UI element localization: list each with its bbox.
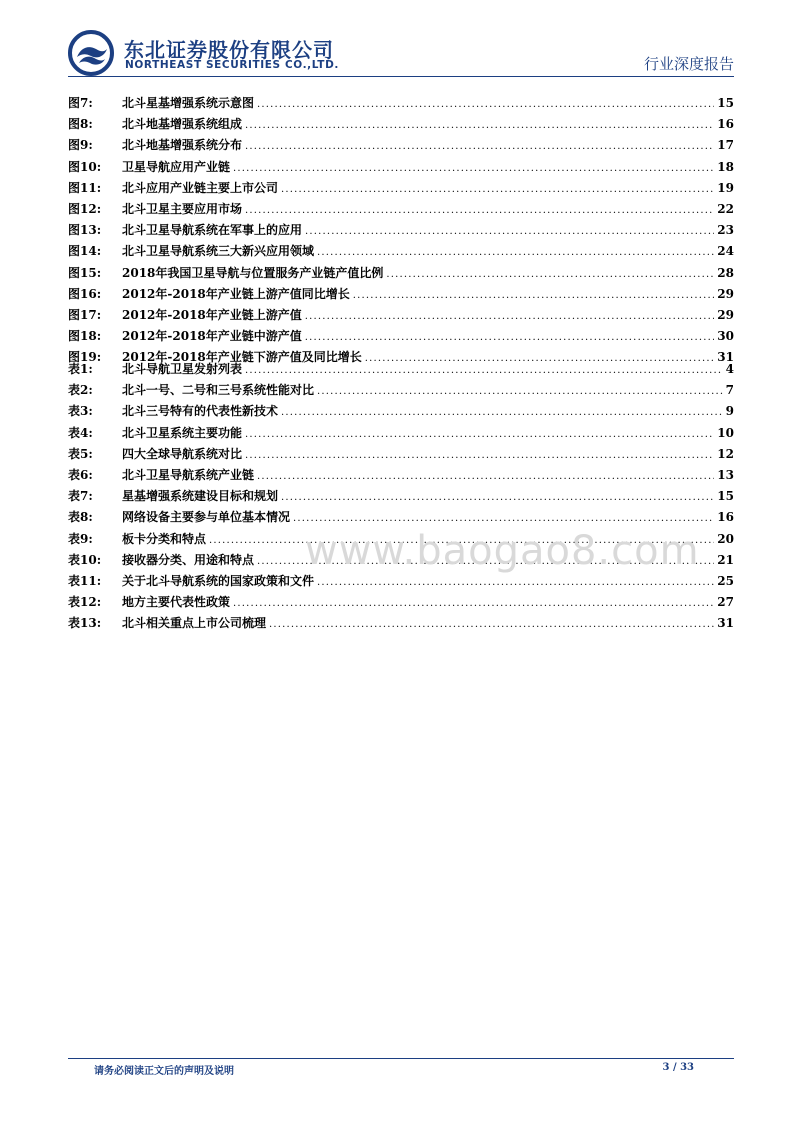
toc-entry-number: 14: (80, 244, 102, 259)
toc-entry-page: 29 (717, 307, 734, 322)
toc-entry-prefix: 图 (68, 286, 81, 301)
toc-table-entry[interactable] (68, 614, 734, 635)
toc-entry-title: 四大全球导航系统对比 (122, 446, 243, 461)
toc-figure-entry[interactable] (68, 94, 734, 115)
toc-table-entry[interactable] (68, 572, 734, 593)
toc-entry-page: 20 (717, 531, 734, 546)
toc-leader-dots (245, 205, 714, 216)
toc-table-entry[interactable] (68, 466, 734, 487)
toc-entry-prefix: 图 (68, 223, 81, 238)
toc-entry-prefix: 图 (68, 350, 81, 365)
toc-entry-title: 北斗地基增强系统分布 (122, 138, 243, 153)
toc-entry-number: 11: (80, 180, 102, 195)
toc-entry-prefix: 表 (68, 404, 81, 419)
toc-entry-prefix: 表 (68, 531, 81, 546)
toc-entry-number: 17: (80, 307, 102, 322)
toc-table-entry[interactable] (68, 424, 734, 445)
toc-entry-number: 15: (80, 265, 102, 280)
company-name-cn: 东北证券股份有限公司 (124, 38, 334, 62)
toc-entry-number: 11: (80, 573, 102, 588)
toc-entry-title: 2012年-2018年产业链上游产值同比增长 (122, 286, 350, 301)
toc-leader-dots (317, 386, 723, 397)
toc-entry-number: 4: (80, 425, 93, 440)
toc-entry-page: 13 (717, 467, 734, 482)
toc-leader-dots (269, 619, 714, 630)
toc-entry-title: 星基增强系统建设目标和规划 (122, 489, 279, 504)
toc-figure-entry[interactable] (68, 242, 734, 263)
toc-entry-title: 北斗导航卫星发射列表 (122, 362, 243, 376)
toc-leader-dots (245, 429, 714, 440)
toc-entry-prefix: 图 (68, 244, 81, 259)
toc-entry-page: 10 (717, 425, 734, 440)
toc-entry-number: 19: (80, 350, 102, 365)
toc-leader-dots (293, 513, 714, 524)
toc-entry-prefix: 图 (68, 265, 81, 280)
toc-entry-prefix: 表 (68, 510, 81, 525)
toc-leader-dots (281, 407, 723, 418)
toc-entry-number: 16: (80, 286, 102, 301)
footer-divider (68, 1058, 734, 1059)
toc-figure-entry[interactable] (68, 158, 734, 179)
toc-entry-prefix: 图 (68, 138, 81, 153)
toc-entry-title: 北斗卫星导航系统在军事上的应用 (122, 223, 303, 238)
toc-entry-page: 16 (717, 117, 734, 132)
toc-leader-dots (257, 99, 714, 110)
toc-entry-prefix: 表 (68, 552, 81, 567)
toc-entry-page: 18 (717, 159, 734, 174)
toc-entry-prefix: 表 (68, 383, 81, 398)
toc-entry-page: 28 (717, 265, 734, 280)
toc-entry-title: 2012年-2018年产业链上游产值 (122, 307, 302, 322)
toc-entry-title: 网络设备主要参与单位基本情况 (122, 510, 291, 525)
report-type-label: 行业深度报告 (643, 55, 734, 73)
toc-entry-number: 2: (80, 383, 93, 398)
toc-entry-number: 6: (80, 467, 93, 482)
toc-leader-dots (281, 492, 714, 503)
toc-leader-dots (245, 141, 714, 152)
toc-figure-entry[interactable] (68, 179, 734, 200)
toc-entry-page: 30 (717, 329, 734, 344)
toc-leader-dots (281, 184, 714, 195)
toc-entry-title: 北斗应用产业链主要上市公司 (122, 180, 279, 195)
toc-entry-title: 2012年-2018年产业链中游产值 (122, 329, 302, 344)
toc-entry-page: 23 (717, 223, 734, 238)
toc-entry-page: 29 (717, 286, 734, 301)
toc-entry-page: 27 (717, 595, 734, 610)
toc-entry-page: 25 (717, 573, 734, 588)
toc-figure-entry[interactable] (68, 327, 734, 348)
toc-entry-prefix: 表 (68, 616, 81, 631)
toc-entry-page: 16 (717, 510, 734, 525)
toc-table-entry[interactable] (68, 487, 734, 508)
toc-entry-page: 17 (717, 138, 734, 153)
northeast-securities-logo-icon (68, 30, 114, 76)
toc-figure-entry[interactable] (68, 200, 734, 221)
toc-entry-title: 北斗地基增强系统组成 (122, 117, 243, 132)
toc-entry-title: 北斗一号、二号和三号系统性能对比 (122, 383, 315, 398)
toc-entry-page: 7 (725, 383, 734, 398)
page-number: 3 / 33 (662, 1062, 694, 1073)
company-name-en: NORTHEAST SECURITIES CO.,LTD. (125, 59, 339, 71)
toc-entry-title: 北斗卫星导航系统三大新兴应用领域 (122, 244, 315, 259)
toc-entry-title: 北斗卫星系统主要功能 (122, 425, 243, 440)
header-divider (68, 76, 734, 77)
toc-leader-dots (257, 471, 714, 482)
toc-figure-entry[interactable] (68, 264, 734, 285)
toc-entry-number: 1: (80, 362, 93, 376)
toc-entry-number: 13: (80, 616, 102, 631)
toc-entry-prefix: 图 (68, 180, 81, 195)
toc-entry-title: 北斗三号特有的代表性新技术 (122, 404, 279, 419)
toc-entry-number: 12: (80, 595, 102, 610)
toc-figure-entry[interactable] (68, 136, 734, 157)
toc-entry-title: 2012年-2018年产业链下游产值及同比增长 (122, 350, 362, 365)
figure-list (68, 94, 734, 369)
toc-entry-page: 19 (717, 180, 734, 195)
toc-leader-dots (305, 226, 714, 237)
toc-entry-title: 接收器分类、用途和特点 (122, 552, 255, 567)
toc-entry-number: 8: (80, 510, 93, 525)
toc-entry-page: 12 (717, 446, 734, 461)
watermark: www.baogao8.com (305, 528, 700, 574)
toc-leader-dots (386, 269, 714, 280)
toc-entry-number: 8: (80, 117, 93, 132)
toc-entry-number: 7: (80, 489, 93, 504)
toc-entry-prefix: 表 (68, 446, 81, 461)
toc-entry-prefix: 图 (68, 307, 81, 322)
table-list (68, 360, 734, 635)
toc-entry-page: 4 (725, 362, 734, 376)
toc-entry-page: 15 (717, 489, 734, 504)
toc-entry-number: 5: (80, 446, 93, 461)
toc-entry-number: 10: (80, 552, 102, 567)
toc-entry-number: 10: (80, 159, 102, 174)
toc-leader-dots (317, 247, 714, 258)
toc-entry-title: 2018年我国卫星导航与位置服务产业链产值比例 (122, 265, 384, 280)
toc-entry-title: 北斗相关重点上市公司梳理 (122, 616, 267, 631)
toc-leader-dots (317, 577, 714, 588)
toc-entry-title: 卫星导航应用产业链 (122, 159, 231, 174)
toc-entry-page: 15 (717, 96, 734, 110)
toc-entry-page: 24 (717, 244, 734, 259)
toc-leader-dots (245, 365, 723, 376)
toc-entry-title: 地方主要代表性政策 (122, 595, 231, 610)
toc-entry-number: 9: (80, 138, 93, 153)
toc-entry-number: 3: (80, 404, 93, 419)
page-header (68, 30, 734, 78)
toc-leader-dots (305, 332, 715, 343)
toc-figure-entry[interactable] (68, 221, 734, 242)
toc-entry-page: 31 (717, 616, 734, 631)
toc-entry-title: 北斗卫星导航系统产业链 (122, 467, 255, 482)
toc-figure-entry[interactable] (68, 115, 734, 136)
toc-leader-dots (245, 450, 714, 461)
toc-entry-number: 18: (80, 329, 102, 344)
toc-entry-prefix: 表 (68, 425, 81, 440)
toc-leader-dots (233, 598, 714, 609)
toc-leader-dots (233, 163, 714, 174)
toc-entry-title: 关于北斗导航系统的国家政策和文件 (122, 573, 315, 588)
toc-entry-prefix: 表 (68, 595, 81, 610)
toc-entry-number: 12: (80, 201, 102, 216)
toc-entry-number: 7: (80, 96, 93, 110)
toc-entry-page: 21 (717, 552, 734, 567)
toc-entry-prefix: 图 (68, 201, 81, 216)
toc-leader-dots (305, 311, 715, 322)
toc-leader-dots (245, 120, 714, 131)
toc-figure-entry[interactable] (68, 285, 734, 306)
toc-entry-page: 22 (717, 201, 734, 216)
toc-table-entry[interactable] (68, 445, 734, 466)
toc-figure-entry[interactable] (68, 306, 734, 327)
toc-table-entry[interactable] (68, 360, 734, 381)
toc-leader-dots (353, 290, 715, 301)
toc-entry-number: 13: (80, 223, 102, 238)
toc-entry-title: 北斗卫星主要应用市场 (122, 201, 243, 216)
toc-entry-page: 9 (725, 404, 734, 419)
toc-entry-prefix: 表 (68, 489, 81, 504)
footer-disclaimer-note: 请务必阅读正文后的声明及说明 (94, 1066, 234, 1077)
toc-table-entry[interactable] (68, 593, 734, 614)
toc-entry-prefix: 表 (68, 467, 81, 482)
toc-entry-title: 板卡分类和特点 (122, 531, 207, 546)
toc-entry-prefix: 图 (68, 117, 81, 132)
toc-table-entry[interactable] (68, 402, 734, 423)
toc-entry-prefix: 表 (68, 362, 81, 376)
toc-entry-page: 31 (717, 350, 734, 365)
toc-entry-title: 北斗星基增强系统示意图 (122, 96, 255, 110)
toc-entry-prefix: 图 (68, 159, 81, 174)
toc-table-entry[interactable] (68, 381, 734, 402)
toc-table-entry[interactable] (68, 508, 734, 529)
toc-entry-prefix: 图 (68, 96, 81, 110)
toc-entry-prefix: 图 (68, 329, 81, 344)
toc-entry-number: 9: (80, 531, 93, 546)
toc-entry-prefix: 表 (68, 573, 81, 588)
